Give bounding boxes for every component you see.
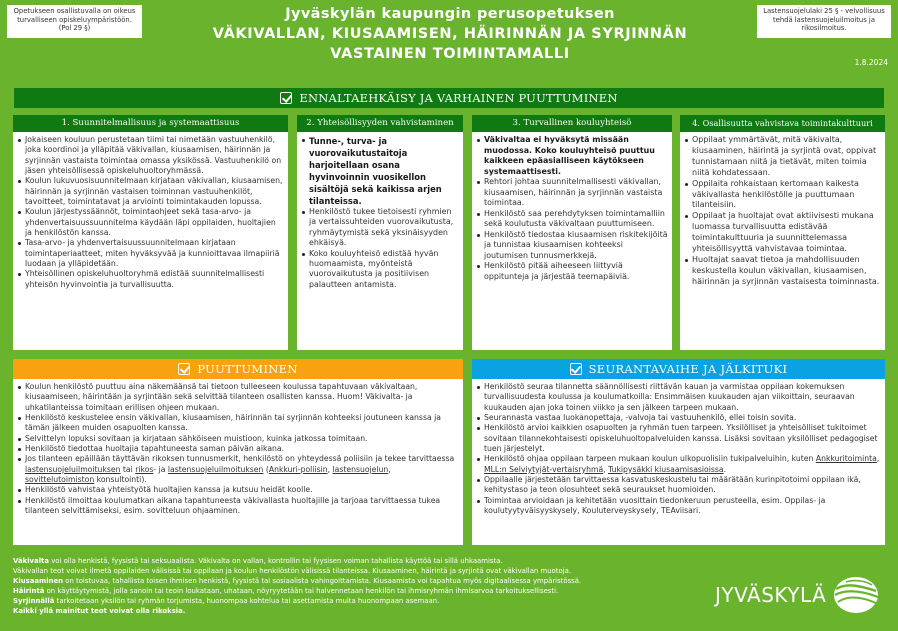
definitions [13, 556, 723, 617]
list-item-police [17, 454, 459, 485]
text: , [603, 464, 609, 474]
checkbox-icon [570, 363, 582, 375]
column-participation [680, 115, 885, 350]
text: , [388, 464, 391, 474]
list-item: Henkilöstö seuraa tilannetta säännöllisesti riittävän kauan ja varmistaa oppilaan kokemuksen turvallisuudesta koulussa ja koulumatkoilla: Ensimmäisen kuukauden ajan viikoittain, seuraavan kuukauden ajan joka toinen viikko ja sen jälkeen tarpeen mukaan. [476, 382, 881, 413]
prevention-title: ENNALTAEHKÄISY JA VARHAINEN PUUTTUMINEN [299, 91, 618, 105]
text: Henkilöstö ohjaa oppilaan tarpeen mukaan koulun ulkopuolisiin tukipalveluihin, kuten [484, 454, 816, 464]
list-item: Koulun järjestyssäännöt, toimintaohjeet sekä tasa-arvo- ja yhdenvertaisuussuunnitelma käydään läpi oppilaiden, huoltajien ja henkilöstön kanssa. [17, 207, 284, 238]
list-item: Väkivaltaa ei hyväksytä missään muodossa. Koko kouluyhteisö puuttuu kaikkeen epäasialliseen käytökseen systemaattisesti. [476, 135, 668, 177]
definition-text: on toistuvaa, tahallista toisen ihmisen henkistä, fyysistä tai sosiaalista vahingoittamista. Kiusaamista voi tapahtua myös digitaalisessa ympäristössä. [63, 577, 582, 586]
mediation-office-link[interactable]: sovittelutoimiston [25, 475, 95, 485]
anchor-police-link[interactable]: Ankkuri-poliisin [268, 464, 328, 474]
text: Jos tilanteen epäillään täyttävän rikoksen tunnusmerkit, henkilöstö on yhteydessä poliisiin ja tekee tarvittaessa [25, 454, 455, 464]
title-line-1: Jyväskylän kaupungin perusopetuksen [285, 6, 615, 22]
definition-violence-forms: Väkivallan teot voivat ilmetä oppilaiden välisissä tai oppilaan ja koulun henkilöstön välisissä tilanteissa. Kiusaaminen, häirintä ja syrjintä ovat väkivallan muotoja. [13, 567, 572, 576]
list-item-services [476, 454, 881, 475]
term: Syrjinnällä [13, 597, 55, 606]
column-heading: 4. Osallisuutta vahvistava toimintakulttuuri [680, 115, 885, 132]
list-item: Jokaiseen kouluun perustetaan tiimi tai nimetään vastuuhenkilö, joka koordinoi ja ylläpitää väkivallan, kiusaamisen, häirinnän ja syrjinnän vastaista toimintaa omassa yksikössä. Vastuuhenkilö on jäsen yhteisöllisessä opiskeluhuoltoryhmässä. [17, 135, 284, 176]
text: - ja [153, 464, 168, 474]
list-item: Koulun henkilöstö puuttuu aina näkemäänsä tai tietoon tulleeseen koulussa tapahtuvaan väkivaltaan, kiusaamiseen, häirintään ja syrjintään sekä selvittää tilanteen osallisten kanssa. Huom! Väkivalta- ja uhkatilanteissa toimitaan erillisen ohjeen mukaan. [17, 382, 459, 413]
intervention-header [13, 359, 463, 379]
list-item: Koko kouluyhteisö edistää hyvän huomaamista, myönteistä vuorovaikutusta ja positiivisen palautteen antamista. [301, 249, 459, 291]
mll-peer-group-link[interactable]: MLL:n Selviytyjät-vertaisryhmä [484, 464, 604, 474]
definition-bullying [13, 576, 723, 586]
list-item: Henkilöstö vahvistaa yhteistyötä huoltajien kanssa ja kutsuu heidät koolle. [17, 485, 459, 495]
list-item: Seurannasta vastaa luokanopettaja, -valvoja tai vastuuhenkilö, ellei toisin sovita. [476, 413, 881, 423]
intervention-panel [13, 359, 463, 545]
list-item: Koulun lukuvuosisuunnitelmaan kirjataan väkivallan, kiusaamisen, häirinnän ja syrjinnän vastaisen toiminnan vastuuhenkilöt, tavoitteet, toimintatavat ja arviointi toimintakauden lopussa. [17, 176, 284, 207]
checkbox-icon [280, 92, 292, 104]
definition-text: tarkoitetaan yksilön tai ryhmän torjumista, huonompaa kohtelua tai asettamista muita huonompaan asemaan. [54, 597, 440, 606]
definition-violence [13, 556, 723, 566]
child-welfare-link[interactable]: lastensuojelun [332, 464, 389, 474]
list-item: Henkilöstö tiedottaa huoltajia tapahtuneesta saman päivän aikana. [17, 444, 459, 454]
crimes-note [13, 606, 723, 616]
title-line-2: VÄKIVALLAN, KIUSAAMISEN, HÄIRINNÄN JA SYRJINNÄN [212, 26, 688, 42]
column-list [472, 132, 672, 282]
text: ( [263, 464, 269, 474]
intervention-list [13, 379, 463, 516]
child-welfare-notice-link[interactable]: lastensuojeluilmoituksen [25, 464, 121, 474]
list-item: Henkilöstö saa perehdytyksen toimintamalliin sekä koulutusta väkivaltaan puuttumiseen. [476, 209, 668, 230]
term: Häirintä [13, 587, 45, 596]
column-heading: 2. Yhteisöllisyyden vahvistaminen [297, 115, 463, 132]
list-item: Henkilöstö ilmoittaa koulumatkan aikana tapahtuneesta väkivallasta huoltajille ja tarjoaa tarvittaessa tukea tilanteen selvittämiseksi, esim. sovitteluun ohjaaminen. [17, 496, 459, 517]
column-list [297, 132, 463, 290]
list-item: Oppilaalle järjestetään tarvittaessa kasvatuskeskustelu tai määrätään kurinpitotoimi oppilaan ikä, kehitystaso ja teon olosuhteet sekä seuraukset huomioiden. [476, 475, 881, 496]
text: konsultointi). [94, 475, 147, 485]
list-item: Rehtori johtaa suunnitelmallisesti väkivallan, kiusaamisen, häirinnän ja syrjinnän vastaista toimintaa. [476, 177, 668, 209]
column-safe-school [472, 115, 672, 350]
list-item: Huoltajat saavat tietoa ja mahdollisuuden keskustella koulun väkivallan, kiusaamisen, häirinnän ja syrjinnän vastaisesta toiminnasta. [684, 255, 881, 288]
intervention-title: PUUTTUMINEN [197, 362, 298, 376]
text: . [723, 464, 727, 474]
legal-note-right: Lastensuojelulaki 25 § - velvollisuus tehdä lastensuojeluilmoitus ja rikosilmoitus. [757, 5, 891, 38]
city-emblem-icon [832, 575, 880, 615]
term: Kiusaaminen [13, 577, 64, 586]
column-list [13, 132, 288, 290]
anchor-activity-link[interactable]: Ankkuritoiminta [815, 454, 877, 464]
page-title [150, 4, 750, 64]
text: , [876, 454, 880, 464]
list-item: Oppilaita rohkaistaan kertomaan kaikesta väkivallasta henkilöstölle ja puuttumaan tilanteisiin. [684, 179, 881, 212]
child-welfare-notice-link-2[interactable]: lastensuojeluilmoituksen [167, 464, 264, 474]
list-item: Henkilöstö tiedostaa kiusaamisen riskitekijöitä ja tunnistaa kiusaamisen kohteeksi joutumisen tunnusmerkkejä. [476, 230, 668, 262]
legal-note-left: Opetukseen osallistuvalla on oikeus turvalliseen opiskeluympäristöön. (Pol 29 §) [7, 5, 142, 38]
logo-text: JYVÄSKYLÄ [715, 583, 827, 607]
list-item: Tasa-arvo- ja yhdenvertaisuussuunnitelmaan kirjataan toimintaperiaatteet, miten hyväksyvää ja kunnioittavaa ilmapiiriä luodaan ja ylläpidetään. [17, 238, 284, 269]
list-item: Selvittelyn lopuksi sovitaan ja kirjataan sähköiseen muistioon, kuinka jatkossa toimitaan. [17, 434, 459, 444]
definition-text: on käyttäytymistä, jolla sanoin tai teoin loukataan, uhataan, nöyryytetään tai halvennetaan henkilön tai ihmisryhmän ihmisarvoa tarkoituksellisesti. [44, 587, 559, 596]
title-line-3: VASTAINEN TOIMINTAMALLI [330, 46, 570, 62]
definition-discrimination [13, 596, 723, 606]
column-list [680, 132, 885, 288]
list-item: Henkilöstö pitää aiheeseen liittyviä oppitunteja ja järjestää teemapäiviä. [476, 261, 668, 282]
definition-text: voi olla henkistä, fyysistä tai seksuaalista. Väkivalta on vallan, kontrollin tai fyysisen voiman tahallista käyttöä tai sillä uhkaamista. [49, 557, 503, 565]
list-item: Henkilöstö tukee tietoisesti ryhmien ja vertaissuhteiden vuorovaikutusta, ryhmäytymistä sekä yksinäisyyden ehkäisyä. [301, 207, 459, 249]
followup-title: SEURANTAVAIHE JA JÄLKITUKI [588, 362, 788, 376]
list-item: Henkilöstö keskustelee ensin väkivallan, kiusaamisen, häirinnän tai syrjinnän kohteeksi joutuneen kanssa ja tämän jälkeen muiden osapuolten kanssa. [17, 413, 459, 434]
checkbox-icon [178, 363, 190, 375]
definition-harassment [13, 586, 723, 596]
prevention-band [14, 88, 884, 108]
column-heading: 3. Turvallinen kouluyhteisö [472, 115, 672, 132]
column-planning [13, 115, 288, 350]
column-heading: 1. Suunnitelmallisuus ja systemaattisuus [13, 115, 288, 132]
followup-list [472, 379, 885, 516]
tukipysakki-link[interactable]: Tukipysäkki kiusaamisasioissa [608, 464, 724, 474]
list-item: Tunne-, turva- ja vuorovaikutustaitoja harjoitellaan osana hyvinvoinnin vuosikellon sisältöjä sekä kaikissa arjen tilanteissa. [301, 135, 459, 207]
list-item: Oppilaat ymmärtävät, mitä väkivalta, kiusaaminen, häirintä ja syrjintä ovat, oppivat tunnistamaan niitä ja tietävät, miten toimia niitä kohdatessaan. [684, 135, 881, 179]
list-item: Oppilaat ja huoltajat ovat aktiivisesti mukana luomassa turvallisuutta edistävää toimintakulttuuria ja suunnittelemassa yhteisöllisyyttä vahvistavaa toimintaa. [684, 211, 881, 255]
followup-header [472, 359, 885, 379]
document-date: 1.8.2024 [854, 58, 888, 67]
crime-report-link[interactable]: rikos [135, 464, 154, 474]
text: tai [120, 464, 136, 474]
term: Väkivalta [13, 557, 49, 565]
jyvaskyla-logo [715, 575, 880, 615]
followup-panel [472, 359, 885, 545]
crimes-note-text: Kaikki yllä mainitut teot voivat olla rikoksia. [13, 607, 186, 616]
list-item: Yhteisöllinen opiskeluhuoltoryhmä edistää suunnitelmallisesti yhteisön hyvinvointia ja turvallisuutta. [17, 269, 284, 290]
list-item: Henkilöstö arvioi kaikkien osapuolten ja ryhmän tuen tarpeen. Yksilölliset ja yhteisölliset tukitoimet sovitaan tilannekohtaisesti opiskeluhuoltopalveluiden kanssa. Lisäksi sovitaan yksilölliset pedagogiset tuen järjestelyt. [476, 423, 881, 454]
column-community [297, 115, 463, 350]
list-item: Toimintaa arvioidaan ja kehitetään vuosittain tiedonkeruun perusteella, esim. Oppilas- ja koulutyytyväisyyskysely, Kouluterveyskysely, TEAviisari. [476, 496, 881, 517]
text: , [327, 464, 333, 474]
